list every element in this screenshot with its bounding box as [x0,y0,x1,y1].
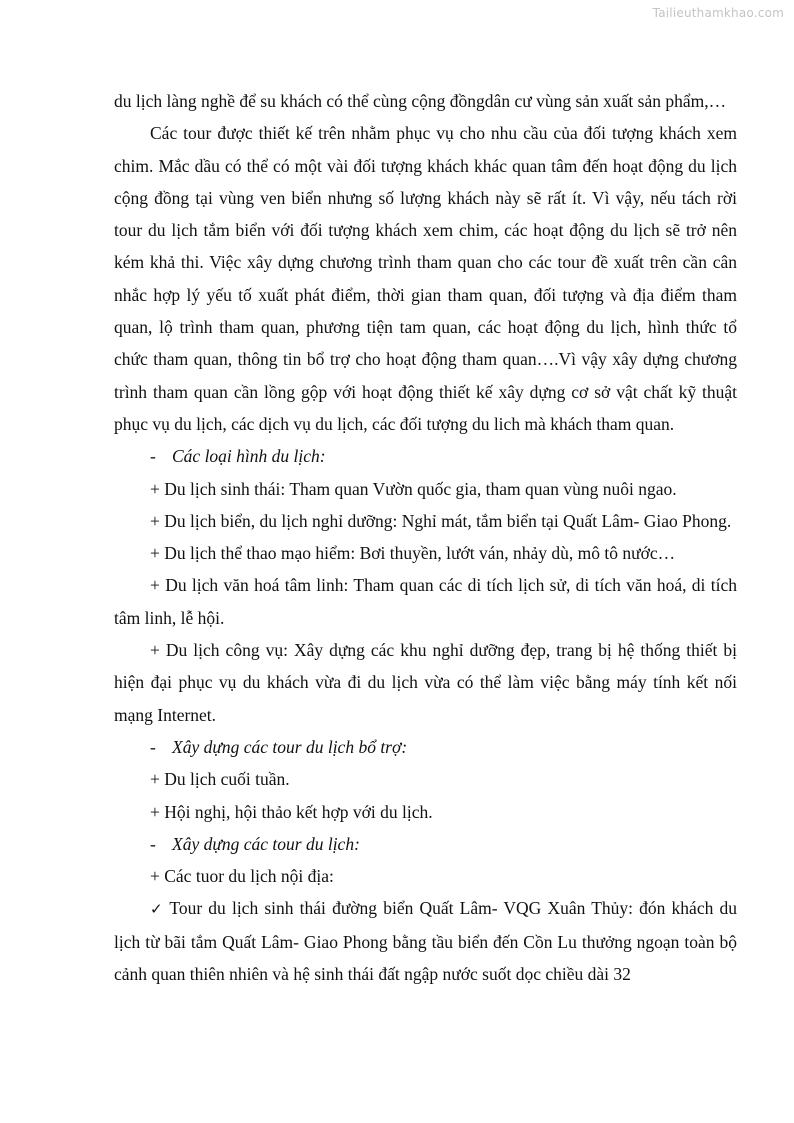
paragraph-tour-design: Các tour được thiết kế trên nhằm phục vụ cho nhu cầu của đối tượng khách xem chim. Mắc dầu có thể có một vài đối tượng khách khác quan tâm đến hoạt động du lịch cộng đồng tại vùng ven biển nhưng số lượng khách này sẽ rất ít. Vì vậy, nếu tách rời tour du lịch tắm biển với đối tượng khách xem chim, các hoạt động du lịch sẽ trở nên kém khả thi. Việc xây dựng chương trình tham quan cho các tour đề xuất trên cần cân nhắc hợp lý yếu tố xuất phát điểm, thời gian tham quan, đối tượng và địa điểm tham quan, lộ trình tham quan, phương tiện tam quan, các hoạt động du lịch, hình thức tổ chức tham quan, thông tin bổ trợ cho hoạt động tham quan….Vì vậy xây dựng chương trình tham quan cần lồng gộp với hoạt động thiết kế xây dựng cơ sở vật chất kỹ thuật phục vụ du lịch, các dịch vụ du lịch, các đối tượng du lich mà khách tham quan. [114,123,737,434]
watermark-text: Tailieuthamkhao.com [652,6,784,20]
dash-marker: - [150,446,156,467]
list-item-weekend-tourism: + Du lịch cuối tuần. [150,769,290,790]
heading-text: Xây dựng các tour du lịch bổ trợ: [172,736,408,757]
list-item-business-tourism: + Du lịch công vụ: Xây dựng các khu nghỉ dưỡng đẹp, trang bị hệ thống thiết bị hiện đại phục vụ du khách vừa đi du lịch vừa có thể làm việc bằng máy tính kết nối mạng Internet. [114,640,737,725]
list-item-domestic-tours: + Các tuor du lịch nội địa: [150,866,334,887]
check-item-text: Tour du lịch sinh thái đường biển Quất Lâm- VQG Xuân Thủy: đón khách du lịch từ bãi tắm Quất Lâm- Giao Phong bằng tầu biển đến Cồn Lu thưởng ngoạn toàn bộ cảnh quan thiên nhiên và hệ sinh thái đất ngập nước suốt dọc chiều dài 32 [114,898,737,985]
list-item-spiritual-tourism: + Du lịch văn hoá tâm linh: Tham quan các di tích lịch sử, di tích văn hoá, di tích tâm linh, lễ hội. [114,575,737,628]
list-item-eco-tourism: + Du lịch sinh thái: Tham quan Vườn quốc gia, tham quan vùng nuôi ngao. [150,478,677,499]
dash-marker: - [150,736,156,757]
heading-text: Các loại hình du lịch: [172,446,326,467]
checkmark-icon: ✓ [150,900,165,919]
heading-support-tours [114,731,737,763]
list-item-beach-tourism: + Du lịch biển, du lịch nghỉ dưỡng: Nghỉ mát, tắm biển tại Quất Lâm- Giao Phong. [150,510,732,531]
heading-tourism-types [114,440,737,472]
heading-build-tours [114,828,737,860]
dash-marker: - [150,833,156,854]
check-item-eco-sea-tour [114,892,737,990]
paragraph-continuation: du lịch làng nghề để su khách có thể cùng cộng đồngdân cư vùng sản xuất sản phẩm,… [114,91,727,111]
list-item-adventure-tourism: + Du lịch thể thao mạo hiểm: Bơi thuyền, lướt ván, nhảy dù, mô tô nước… [150,543,676,564]
heading-text: Xây dựng các tour du lịch: [172,833,360,854]
document-page [114,85,737,990]
list-item-conference-tourism: + Hội nghị, hội thảo kết hợp với du lịch. [150,801,433,822]
